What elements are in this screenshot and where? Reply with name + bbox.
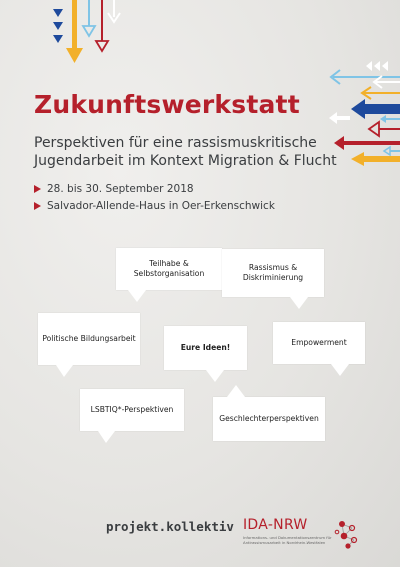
- triangle-bullet-icon: [34, 185, 41, 193]
- ida-nrw-logo: IDA-NRW: [243, 517, 308, 533]
- arrow-left-icon: [329, 112, 350, 124]
- bubble-politische-text: Politische Bildungsarbeit: [42, 334, 136, 343]
- page-title: Zukunftswerkstatt: [34, 90, 300, 119]
- ida-network-icon: [334, 518, 362, 550]
- projekt-kollektiv-logo: projekt.kollektiv: [106, 519, 234, 534]
- bubble-geschlechter-text: Geschlechterperspektiven: [219, 414, 319, 423]
- bubble-teilhabe: [116, 248, 222, 290]
- arrow-down-icon: [66, 0, 83, 63]
- bubble-lsbtiq: [80, 389, 184, 431]
- bubble-ideen: [164, 326, 247, 370]
- arrow-left-icon: [384, 147, 400, 155]
- arrow-left-icon: [362, 87, 400, 99]
- arrow-down-icon: [83, 0, 95, 36]
- bubble-empowerment: [273, 322, 365, 364]
- bubble-ideen-text: Eure Ideen!: [180, 343, 231, 352]
- arrow-down-icon: [96, 0, 108, 51]
- triangle-bullet-icon: [34, 202, 41, 210]
- subtitle: Perspektiven für eine rassismuskritische Jugendarbeit im Kontext Migration & Flucht: [34, 135, 337, 169]
- bubble-geschlechter: [213, 397, 325, 441]
- bubble-rassismus-text: Rassismus & Diskriminierung: [242, 263, 304, 282]
- bubble-rassismus: [222, 249, 324, 297]
- event-location-text: Salvador-Allende-Haus in Oer-Erkenschwick: [47, 200, 275, 212]
- arrow-down-icon: [108, 0, 120, 22]
- ida-nrw-subtitle: Informations- und Dokumentationszentrum für Antirassismusarbeit in Nordrhein-Westfalen: [243, 535, 332, 545]
- bubble-politische: [38, 313, 140, 365]
- bubble-lsbtiq-text: LSBTIQ*-Perspektiven: [90, 405, 174, 414]
- arrow-left-icon: [380, 115, 400, 123]
- arrow-left-icon: [366, 61, 388, 71]
- event-location: [34, 200, 275, 212]
- event-date-text: 28. bis 30. September 2018: [47, 183, 194, 195]
- arrow-down-icon: [53, 9, 63, 43]
- bubble-empowerment-text: Empowerment: [291, 338, 347, 347]
- bubble-teilhabe-text: Teilhabe & Selbstorganisation: [133, 259, 205, 278]
- arrow-left-icon: [351, 99, 400, 119]
- event-date: [34, 183, 194, 195]
